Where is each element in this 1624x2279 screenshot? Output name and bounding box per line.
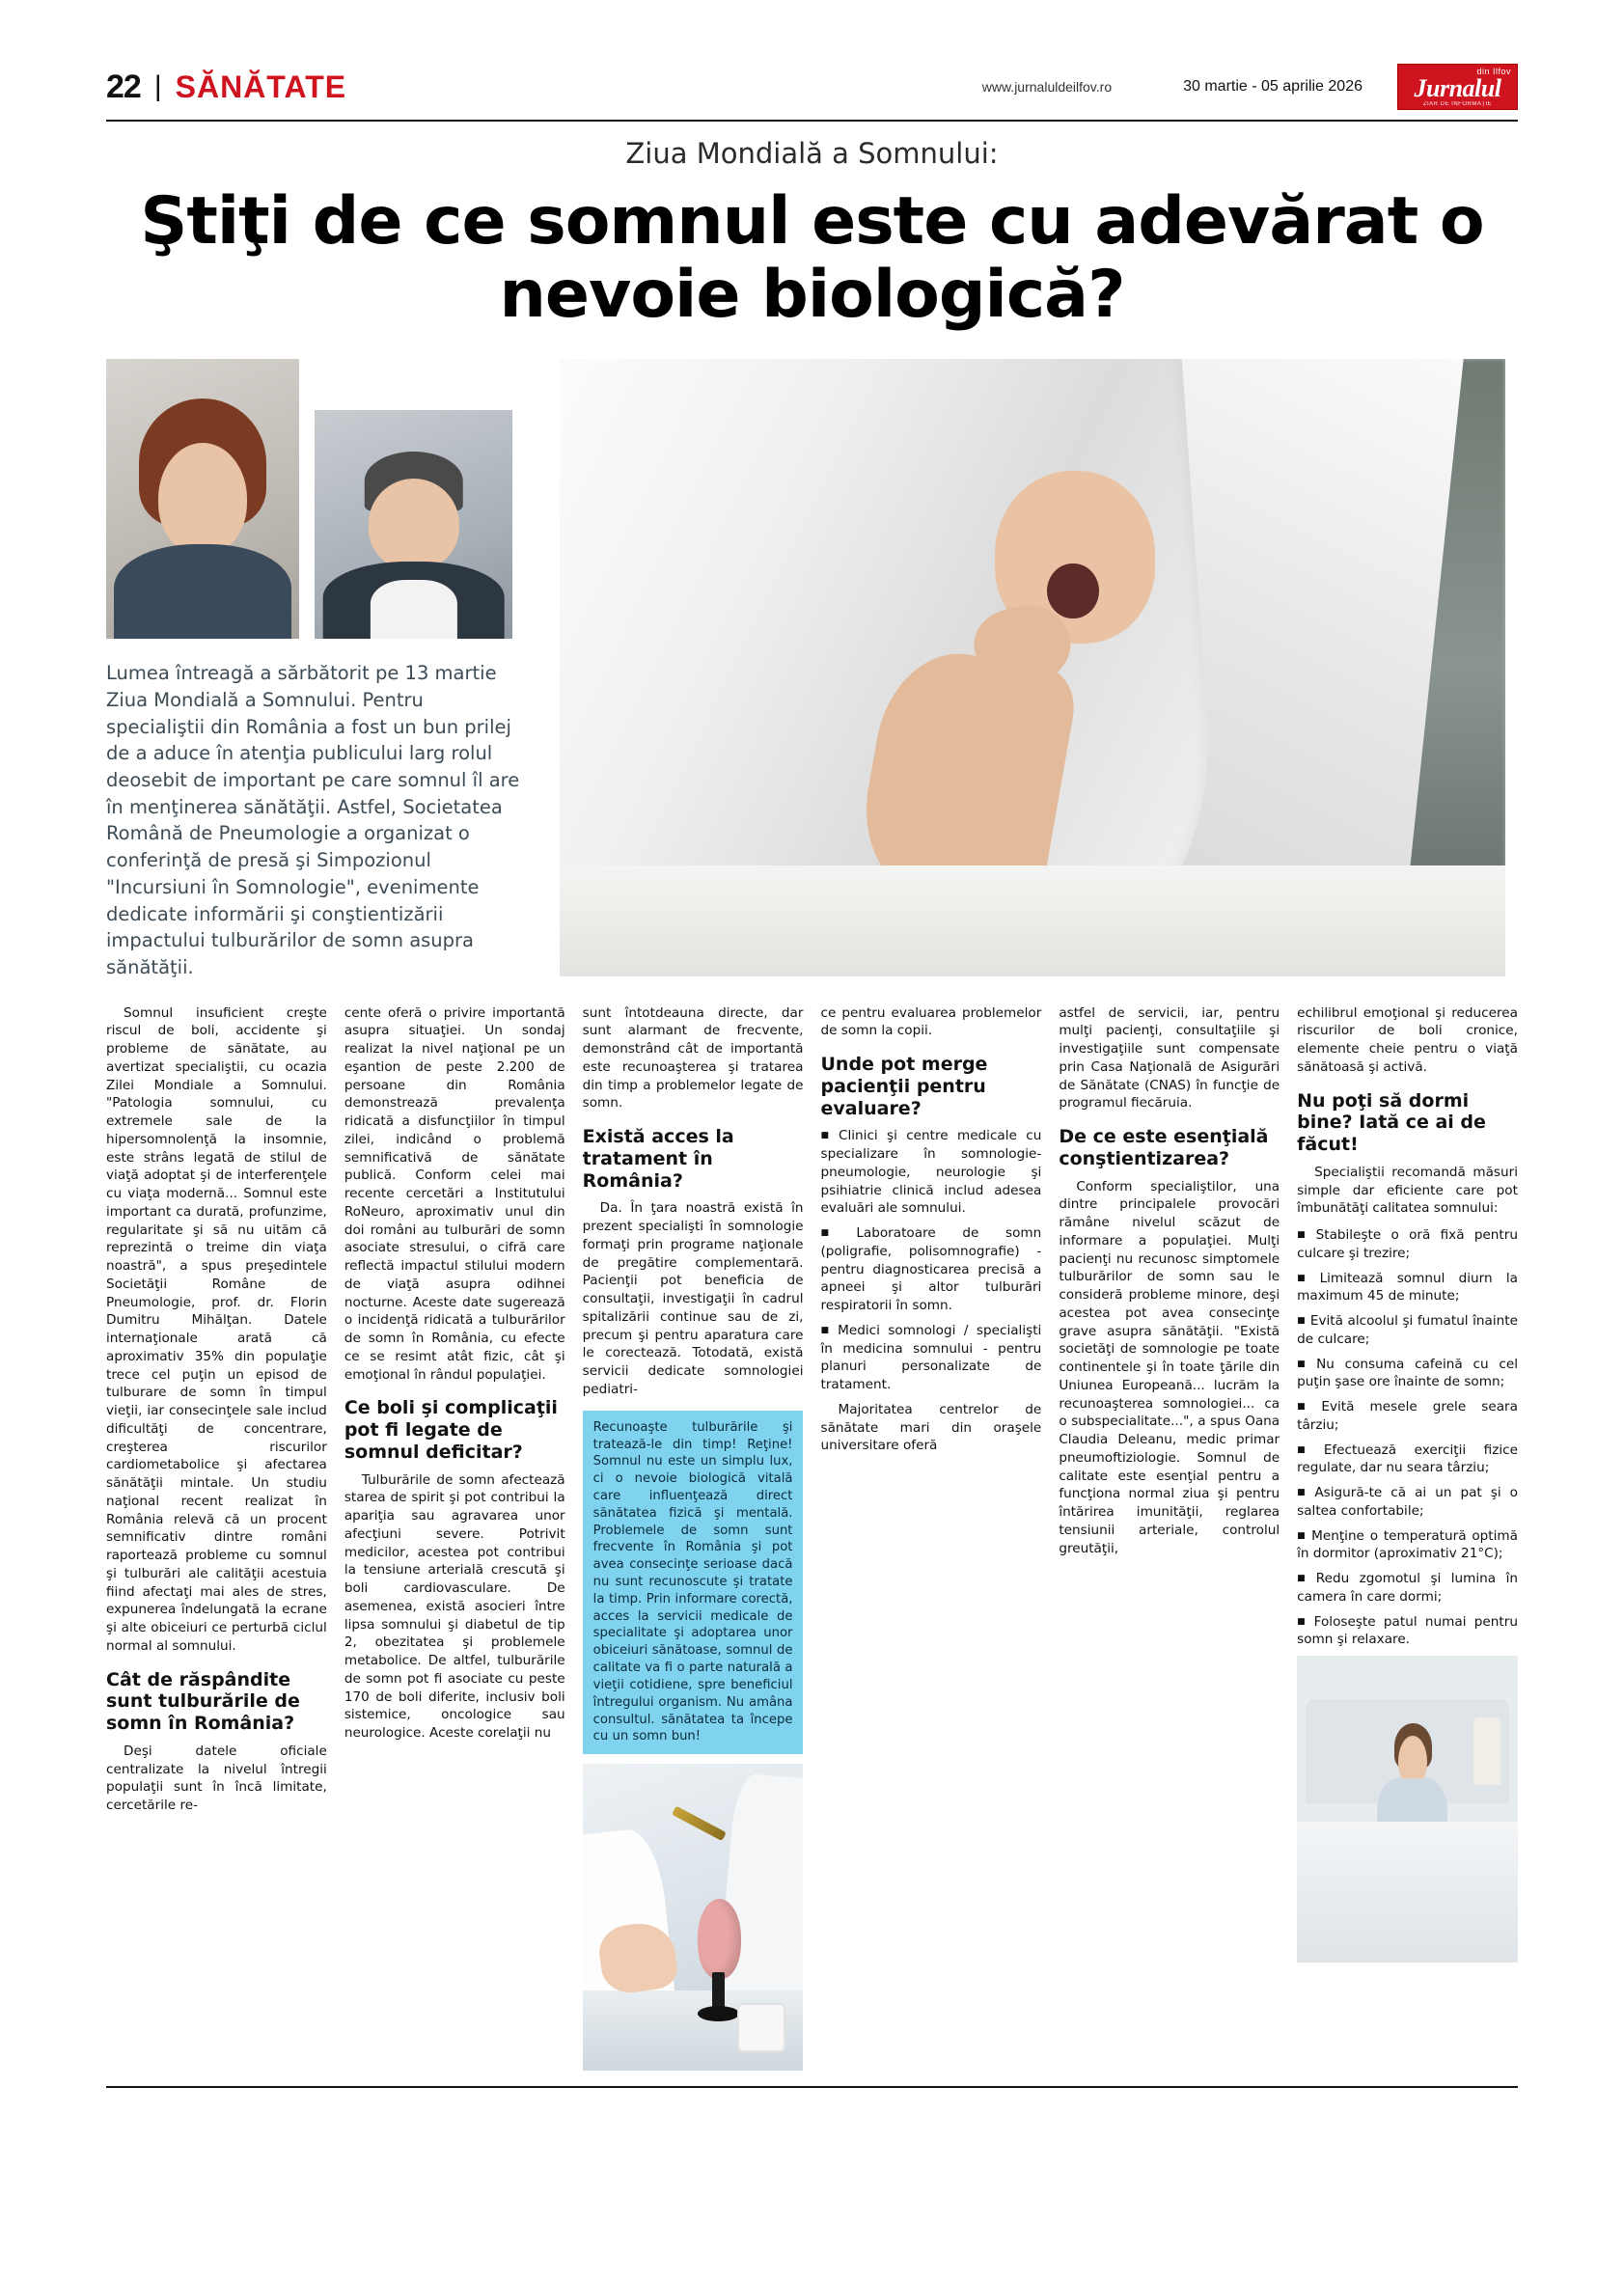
paragraph: Majoritatea centrelor de sănătate mari din oraşele universitare oferă xyxy=(820,1401,1042,1454)
paragraph: echilibrul emoţional şi reducerea riscurilor de boli cronice, elemente cheie pentru o viaţă sănătoasă şi activă. xyxy=(1297,1004,1518,1075)
article-kicker: Ziua Mondială a Somnului: xyxy=(625,137,999,170)
subheading: Nu poţi să dormi bine? Iată ce ai de făcut! xyxy=(1297,1089,1486,1156)
website-url[interactable]: www.jurnaluldeilfov.ro xyxy=(981,79,1113,95)
subheading: Ce boli şi complicaţii pot fi legate de somnul deficitar? xyxy=(344,1397,558,1463)
list-item: ■ Nu consuma cafeină cu cel puţin şase ore înainte de somn; xyxy=(1297,1356,1518,1392)
article-column-3 xyxy=(583,1004,804,2072)
article-headline: Ştiţi de ce somnul este cu adevărat o nevoie biologică? xyxy=(140,183,1484,334)
sleep-tips-list xyxy=(1297,1226,1518,1649)
list-item: ■ Menţine o temperatură optimă în dormitor (aproximativ 21°C); xyxy=(1297,1527,1518,1564)
portrait-woman-specialist-image xyxy=(106,359,299,639)
list-item: ■ Limitează somnul diurn la maximum 45 de minute; xyxy=(1297,1270,1518,1306)
list-item: ■ Stabileşte o oră fixă pentru culcare şi trezire; xyxy=(1297,1226,1518,1263)
footer-rule xyxy=(106,2086,1518,2088)
header-rule xyxy=(106,120,1518,122)
paragraph: sunt întotdeauna directe, dar sunt alarmant de frecvente, demonstrând cât de importantă este recunoaşterea şi tratarea din timp a problemelor legate de somn. xyxy=(582,1004,804,1112)
paragraph: astfel de servicii, iar, pentru mulţi pacienţi, consultaţiile şi investigaţiile sunt compensate prin Casa Naţională de Asigurări de Sănătate (CNAS) în funcţie de programul fiecăruia. xyxy=(1059,1004,1280,1112)
subheading: De ce este esenţială conştientizarea? xyxy=(1059,1126,1269,1169)
subheading: Unde pot merge pacienţii pentru evaluare? xyxy=(820,1054,988,1119)
evaluation-options-list xyxy=(820,1127,1041,1394)
article-lead-paragraph: Lumea întreagă a sărbătorit pe 13 martie Ziua Mondială a Somnului. Pentru specialiştii din România a fost un bun prilej de a aduce în atenţia publicului larg rolul deosebit de important pe care somnul îl are în menţinerea sănătăţii. Astfel, Societatea Română de Pneumologie a organizat o conferinţă de presă şi Simpozionul "Incursiuni în Somnologie", evenimente dedicate informării şi conştientizării impactului tulburărilor de somn asupra sănătăţii. xyxy=(106,662,520,978)
list-item: ■ Evită mesele grele seara târziu; xyxy=(1297,1398,1518,1435)
list-item: ■ Evită alcoolul şi fumatul înainte de culcare; xyxy=(1297,1312,1518,1349)
article-column-6 xyxy=(1297,1004,1518,2072)
paragraph: Conform specialiştilor, una dintre principalele provocări rămâne nivelul scăzut de informare a populaţiei. Mulţi pacienţi nu recunosc simptomele tulburărilor de somn sau le consideră probleme minore, deşi acestea pot avea consecinţe grave asupra sănătăţii. "Există societăţi de somnologie pe toate continentele şi în toate ţările din Uniunea Europeană... lucrăm la recunoaşterea somnologiei... ca o subspecialitate...", a spus Oana Claudia Deleanu, medic primar pneumoftiziologie. Somnul de calitate este esenţial pentru a funcţiona normal ziua şi pentru întărirea imunităţii, reglarea tensiunii arteriale, controlul greutăţii, xyxy=(1059,1178,1280,1556)
subheading: Cât de răspândite sunt tulburările de somn în România? xyxy=(106,1668,300,1735)
paragraph: Specialiştii recomandă măsuri simple dar eficiente care pot îmbunătăţi calitatea somnului: xyxy=(1297,1164,1518,1217)
article-column-1 xyxy=(106,1004,327,2072)
paragraph: cente oferă o privire importantă asupra situaţiei. Un sondaj realizat la nivel naţional pe un eşantion de peste 2.200 de persoane din România demonstrează prevalenţa ridicată a disfuncţiilor în timpul zilei, indicând o problemă semnificativă de sănătate publică. Conform celei mai recente cercetări a Institutului RoNeuro, aproximativ unul din doi români au tulburări de somn asociate stresului, o cifră care reflectă impactul stilului modern de viaţă asupra odihnei nocturne. Aceste date sugerează o incidenţă ridicată a tulburărilor de somn în România, cu efecte ce se resimt atât fizic, cât şi emoţional în rândul populaţiei. xyxy=(344,1004,565,1383)
paragraph: Deşi datele oficiale centralizate la nivelul întregii populaţii sunt în încă limitate, cercetările re- xyxy=(106,1743,327,1814)
list-item: ■ Foloseşte patul numai pentru somn şi relaxare. xyxy=(1297,1613,1518,1650)
issue-date: 30 martie - 05 aprilie 2026 xyxy=(1183,78,1363,95)
logo-main-text: Jurnalul xyxy=(1414,74,1501,102)
subheading: Există acces la tratament în România? xyxy=(582,1126,734,1192)
left-media-block xyxy=(106,359,542,980)
logo-sub-text: ZIAR DE INFORMAȚIE xyxy=(1422,101,1493,107)
masthead xyxy=(106,58,1518,116)
list-item: ■ Laboratoare de somn (poligrafie, polisomnografie) - pentru diagnosticarea precisă a apneei şi altor tulburări respiratorii în somn. xyxy=(820,1224,1041,1315)
page-number: 22 xyxy=(106,68,141,105)
paragraph: Da. În ţara noastră există în prezent specialişti în somnologie formaţi prin programe naţionale de pregătire complementară. Pacienţii pot beneficia de consultaţii, investigaţii în cadrul spitalizării continue sau de zi, precum şi pentru aparatura care le corectează. Totodată, există servicii dedicate somnologiei pediatri- xyxy=(582,1200,804,1397)
list-item: ■ Redu zgomotul şi lumina în camera în care dormi; xyxy=(1297,1570,1518,1606)
paragraph: ce pentru evaluarea problemelor de somn la copii. xyxy=(820,1004,1042,1039)
article-column-5 xyxy=(1059,1004,1280,2072)
list-item: ■ Asigură-te că ai un pat şi o saltea confortabile; xyxy=(1297,1484,1518,1521)
article-column-4 xyxy=(820,1004,1041,2072)
newspaper-logo xyxy=(1397,64,1518,110)
hero-image-woman-yawning xyxy=(560,359,1505,976)
paragraph: Somnul insuficient creşte riscul de boli, accidente şi probleme de sănătate, au avertizat specialiştii, cu ocazia Zilei Mondiale a Somnului. "Patologia somnului, cu extremele sale de la hipersomnolenţă la insomnie, este strâns legată de stilul de viaţă adoptat şi de interferenţele cu viaţa modernă... Somnul este important ca durată, profunzime, regularitate şi să nu uităm că reprezintă o treime din viaţa noastră", a spus preşedintele Societăţii Române de Pneumologie, prof. dr. Florin Dumitru Mihălţan. Datele internaţionale arată că aproximativ 35% din populaţie trece cel puţin un episod de tulburare de somn în timpul vieţii, iar consecinţele sale includ dificultăţi de concentrare, creşterea riscurilor cardiometabolice şi afectarea sănătăţii mintale. Un studiu naţional recent realizat în România relevă că un procent semnificativ dintre români raportează probleme cu somnul şi tulburări ale calităţii acestuia fiind afectaţi mai ales de stres, expunerea îndelungată la ecrane şi alte obiceiuri ce perturbă ciclul normal al somnului. xyxy=(106,1004,327,1654)
list-item: ■ Clinici şi centre medicale cu specializare în somnologie-pneumologie, neurologie şi psihiatrie clinică includ adesea evaluări ale somnului. xyxy=(820,1127,1041,1218)
section-title: SĂNĂTATE xyxy=(175,69,347,104)
photo-doctor-brain-model xyxy=(583,1764,804,2071)
masthead-separator: | xyxy=(153,70,162,102)
list-item: ■ Medici somnologi / specialişti în medicina somnului - pentru planuri personalizate de tratament. xyxy=(820,1322,1041,1394)
highlight-box: Recunoaşte tulburările şi tratează-le din timp! Reţine! Somnul nu este un simplu lux, ci o nevoie biologică vitală care influenţează direct sănătatea fizică şi mentală. Problemele de somn sunt frecvente în România şi pot avea consecinţe serioase dacă nu sunt recunoscute şi tratate la timp. Prin informare corectă, acces la servicii medicale de specialitate şi adoptarea unor obiceiuri sănătoase, somnul de calitate va fi o parte naturală a vieţii cotidiene, spre beneficiul întregului organism. Nu amâna consultul. sănătatea ta începe cu un somn bun! xyxy=(583,1411,804,1754)
list-item: ■ Efectuează exerciţii fizice regulate, dar nu seara târziu; xyxy=(1297,1442,1518,1478)
article-column-2 xyxy=(344,1004,565,2072)
portrait-man-specialist-image xyxy=(315,410,512,639)
article-body-columns xyxy=(106,1004,1518,2072)
paragraph: Tulburările de somn afectează starea de spirit şi pot contribui la apariţia sau agravarea unor afecţiuni severe. Potrivit medicilor, acestea pot contribui la tensiune arterială crescută şi boli cardiovasculare. De asemenea, există asocieri între lipsa somnului şi diabetul de tip 2, obezitatea şi problemele metabolice. De altfel, tulburările de somn pot fi asociate cu peste 170 de boli diferite, inclusiv boli sistemice, oncologice sau neurologice. Aceste corelaţii nu xyxy=(344,1471,565,1742)
portrait-group xyxy=(106,359,542,639)
logo-top-text: din Ilfov xyxy=(1476,67,1511,76)
photo-woman-insomnia xyxy=(1297,1656,1518,1963)
top-media-row xyxy=(106,359,1518,980)
